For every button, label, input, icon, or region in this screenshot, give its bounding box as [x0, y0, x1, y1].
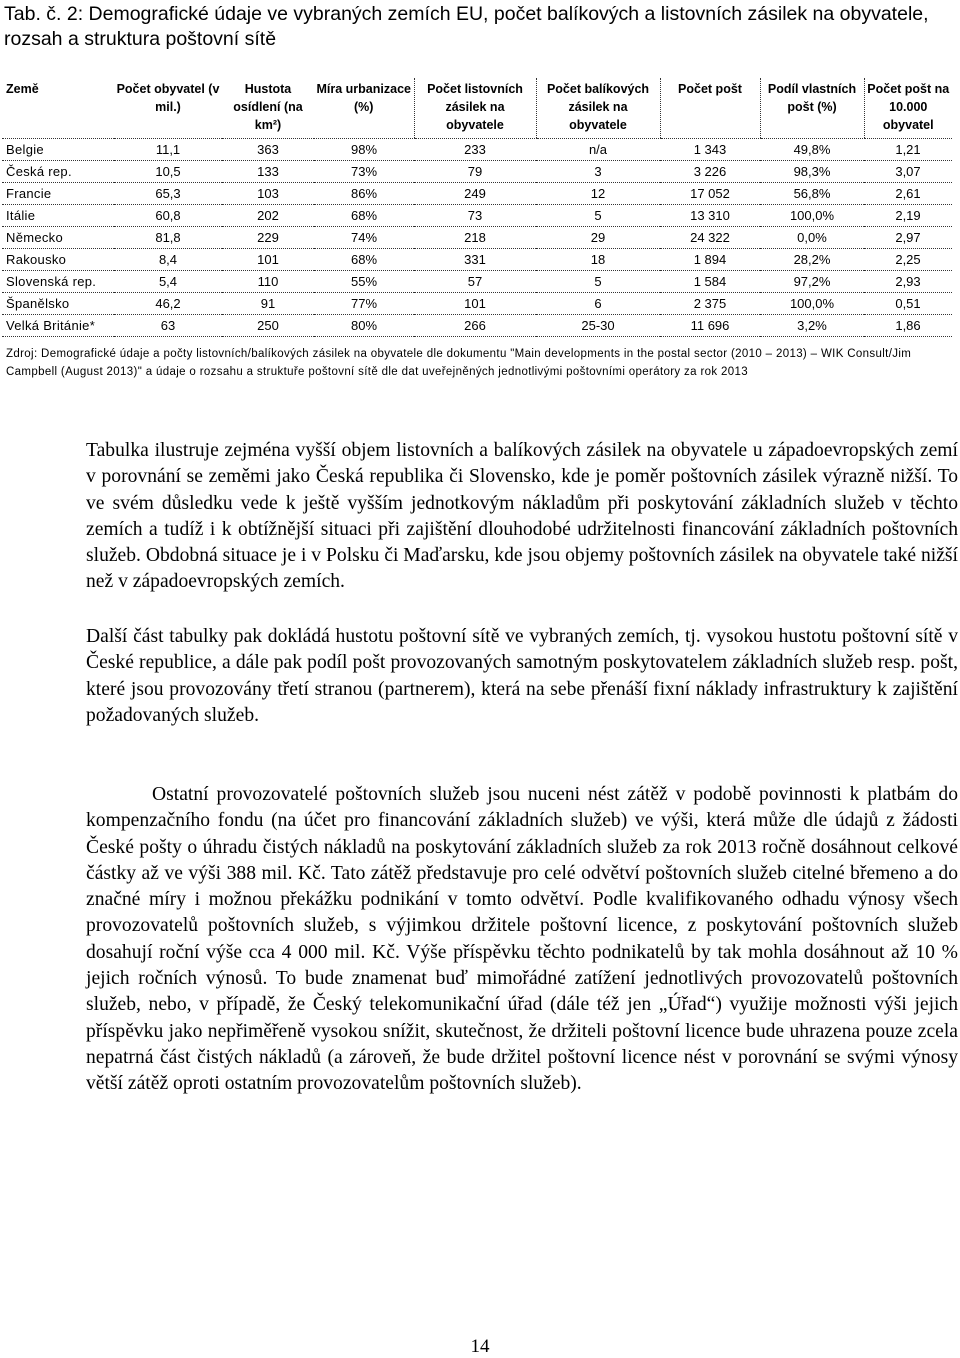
country-cell: Francie: [2, 183, 114, 205]
header-cell: Země: [2, 78, 114, 139]
table-cell: 133: [222, 161, 314, 183]
table-cell: 5: [536, 271, 660, 293]
table-cell: 331: [414, 249, 536, 271]
header-cell: Míra urbanizace (%): [314, 78, 414, 139]
table-cell: 97,2%: [760, 271, 864, 293]
table-cell: 68%: [314, 205, 414, 227]
table-row: [2, 293, 952, 315]
table-row: [2, 183, 952, 205]
table-cell: 2 375: [660, 293, 760, 315]
table-cell: n/a: [536, 139, 660, 161]
country-cell: Česká rep.: [2, 161, 114, 183]
table-header-row: [2, 78, 952, 139]
table-cell: 86%: [314, 183, 414, 205]
table-row: [2, 271, 952, 293]
header-cell: Počet obyvatel (v mil.): [114, 78, 222, 139]
demographics-table-container: [2, 78, 952, 337]
table-row: [2, 161, 952, 183]
table-cell: 229: [222, 227, 314, 249]
table-caption: Tab. č. 2: Demografické údaje ve vybraných zemích EU, počet balíkových a listovních zásilek na obyvatele, rozsah a struktura poštovní sítě: [4, 3, 929, 50]
table-cell: 74%: [314, 227, 414, 249]
table-cell: 12: [536, 183, 660, 205]
table-cell: 80%: [314, 315, 414, 337]
table-cell: 57: [414, 271, 536, 293]
table-cell: 73: [414, 205, 536, 227]
country-cell: Rakousko: [2, 249, 114, 271]
table-cell: 1 343: [660, 139, 760, 161]
table-cell: 100,0%: [760, 293, 864, 315]
header-cell: Počet pošt na 10.000 obyvatel: [864, 78, 952, 139]
table-cell: 1,86: [864, 315, 952, 337]
table-row: [2, 139, 952, 161]
table-body: [2, 139, 952, 337]
table-cell: 3,2%: [760, 315, 864, 337]
table-cell: 2,19: [864, 205, 952, 227]
table-cell: 98,3%: [760, 161, 864, 183]
table-cell: 100,0%: [760, 205, 864, 227]
source-note: Zdroj: Demografické údaje a počty listovních/balíkových zásilek na obyvatele dle dokumentu "Main developments in the postal sector (2010 – 2013) – WIK Consult/Jim Campbell (August 2013)" a údaje o rozsahu a struktuře poštovní sítě dle dat uveřejněných jednotlivými poštovními operátory za rok 2013: [6, 348, 912, 378]
table-cell: 79: [414, 161, 536, 183]
table-cell: 3 226: [660, 161, 760, 183]
table-cell: 77%: [314, 293, 414, 315]
paragraph-1: Tabulka ilustruje zejména vyšší objem listovních a balíkových zásilek na obyvatele u západoevropských zemí v porovnání se zeměmi jako Česká republika či Slovensko, kde je poměr poštovních zásilek výrazně nižší. To ve svém důsledku vede k ještě vyšším jednotkovým nákladům při poskytování základních služeb v těchto zemích a tudíž i k obtížnější situaci při zajištění dlouhodobé udržitelnosti financování základních poštovních služeb. Obdobná situace je i v Polsku či Maďarsku, kde jsou objemy poštovních zásilek na obyvatele také nižší než v západoevropských zemích.: [86, 440, 958, 593]
table-cell: 5: [536, 205, 660, 227]
paragraph-2: Další část tabulky pak dokládá hustotu poštovní sítě ve vybraných zemích, tj. vysokou hustotu poštovní sítě v České republice, a dále pak podíl pošt provozovaných samotným poskytovatelem základních služeb resp. pošt, které jsou provozovány třetí stranou (partnerem), která na sebe přenáší fixní náklady infrastruktury k zajištění požadovaných služeb.: [86, 626, 958, 726]
table-cell: 68%: [314, 249, 414, 271]
table-cell: 6: [536, 293, 660, 315]
table-cell: 0,51: [864, 293, 952, 315]
paragraph-3: Ostatní provozovatelé poštovních služeb jsou nuceni nést zátěž v podobě povinnosti k platbám do kompenzačního fondu (na účet pro financování základních služeb) ve výši, která může dle údajů z žádosti České pošty o úhradu čistých nákladů na poskytování základních služeb za rok 2013 ročně dosáhnout celkové částky až ve výši 388 mil. Kč. Tato zátěž představuje pro celé odvětví poštovních služeb citelné břemeno a do značné míry i možnou překážku podnikání v tomto odvětví. Podle kvalifikovaného odhadu výnosy všech provozovatelů poštovních služeb, s výjimkou držitele poštovní licence, z poskytování poštovních služeb dosahují roční výše cca 4 000 mil. Kč. Výše příspěvku těchto podnikatelů by tak mohla dosáhnout až 10 % jejich ročních výnosů. To bude znamenat buď mimořádné zatížení jednotlivých provozovatelů poštovních služeb, nebo, v případě, že Český telekomunikační úřad (dále též jen „Úřad“) využije možnosti výši jejich příspěvku jako nepřiměřeně vysokou snížit, skutečnost, že držiteli poštovní licence bude uhrazena pouze zcela nepatrná část čistých nákladů (a zároveň, že bude držitel poštovní licence nést v porovnání se svými výnosy větší zátěž oproti ostatním provozovatelům poštovních služeb).: [86, 784, 958, 1095]
demographics-table: [2, 78, 952, 337]
table-cell: 250: [222, 315, 314, 337]
table-cell: 11 696: [660, 315, 760, 337]
country-cell: Slovenská rep.: [2, 271, 114, 293]
table-row: [2, 205, 952, 227]
table-cell: 1 894: [660, 249, 760, 271]
table-cell: 2,61: [864, 183, 952, 205]
table-cell: 10,5: [114, 161, 222, 183]
table-cell: 249: [414, 183, 536, 205]
table-cell: 13 310: [660, 205, 760, 227]
table-cell: 11,1: [114, 139, 222, 161]
table-cell: 28,2%: [760, 249, 864, 271]
header-cell: Podíl vlastních pošt (%): [760, 78, 864, 139]
table-cell: 98%: [314, 139, 414, 161]
table-cell: 8,4: [114, 249, 222, 271]
table-cell: 73%: [314, 161, 414, 183]
table-cell: 46,2: [114, 293, 222, 315]
country-cell: Velká Británie*: [2, 315, 114, 337]
table-cell: 3,07: [864, 161, 952, 183]
table-cell: 1 584: [660, 271, 760, 293]
table-row: [2, 227, 952, 249]
table-cell: 63: [114, 315, 222, 337]
table-cell: 266: [414, 315, 536, 337]
table-cell: 0,0%: [760, 227, 864, 249]
page-number: 14: [470, 1336, 490, 1357]
table-cell: 103: [222, 183, 314, 205]
table-cell: 81,8: [114, 227, 222, 249]
table-cell: 29: [536, 227, 660, 249]
table-row: [2, 249, 952, 271]
table-cell: 65,3: [114, 183, 222, 205]
table-cell: 1,21: [864, 139, 952, 161]
country-cell: Španělsko: [2, 293, 114, 315]
table-cell: 91: [222, 293, 314, 315]
header-cell: Počet balíkových zásilek na obyvatele: [536, 78, 660, 139]
table-cell: 233: [414, 139, 536, 161]
table-cell: 3: [536, 161, 660, 183]
table-cell: 55%: [314, 271, 414, 293]
table-cell: 17 052: [660, 183, 760, 205]
header-cell: Počet listovních zásilek na obyvatele: [414, 78, 536, 139]
table-cell: 218: [414, 227, 536, 249]
table-cell: 101: [222, 249, 314, 271]
table-cell: 18: [536, 249, 660, 271]
table-cell: 2,97: [864, 227, 952, 249]
table-cell: 60,8: [114, 205, 222, 227]
country-cell: Itálie: [2, 205, 114, 227]
table-row: [2, 315, 952, 337]
table-cell: 2,93: [864, 271, 952, 293]
table-cell: 49,8%: [760, 139, 864, 161]
table-cell: 24 322: [660, 227, 760, 249]
table-cell: 202: [222, 205, 314, 227]
table-cell: 110: [222, 271, 314, 293]
table-cell: 25-30: [536, 315, 660, 337]
table-cell: 5,4: [114, 271, 222, 293]
table-cell: 363: [222, 139, 314, 161]
header-cell: Počet pošt: [660, 78, 760, 139]
country-cell: Belgie: [2, 139, 114, 161]
table-cell: 2,25: [864, 249, 952, 271]
table-cell: 101: [414, 293, 536, 315]
table-cell: 56,8%: [760, 183, 864, 205]
header-cell: Hustota osídlení (na km²): [222, 78, 314, 139]
country-cell: Německo: [2, 227, 114, 249]
